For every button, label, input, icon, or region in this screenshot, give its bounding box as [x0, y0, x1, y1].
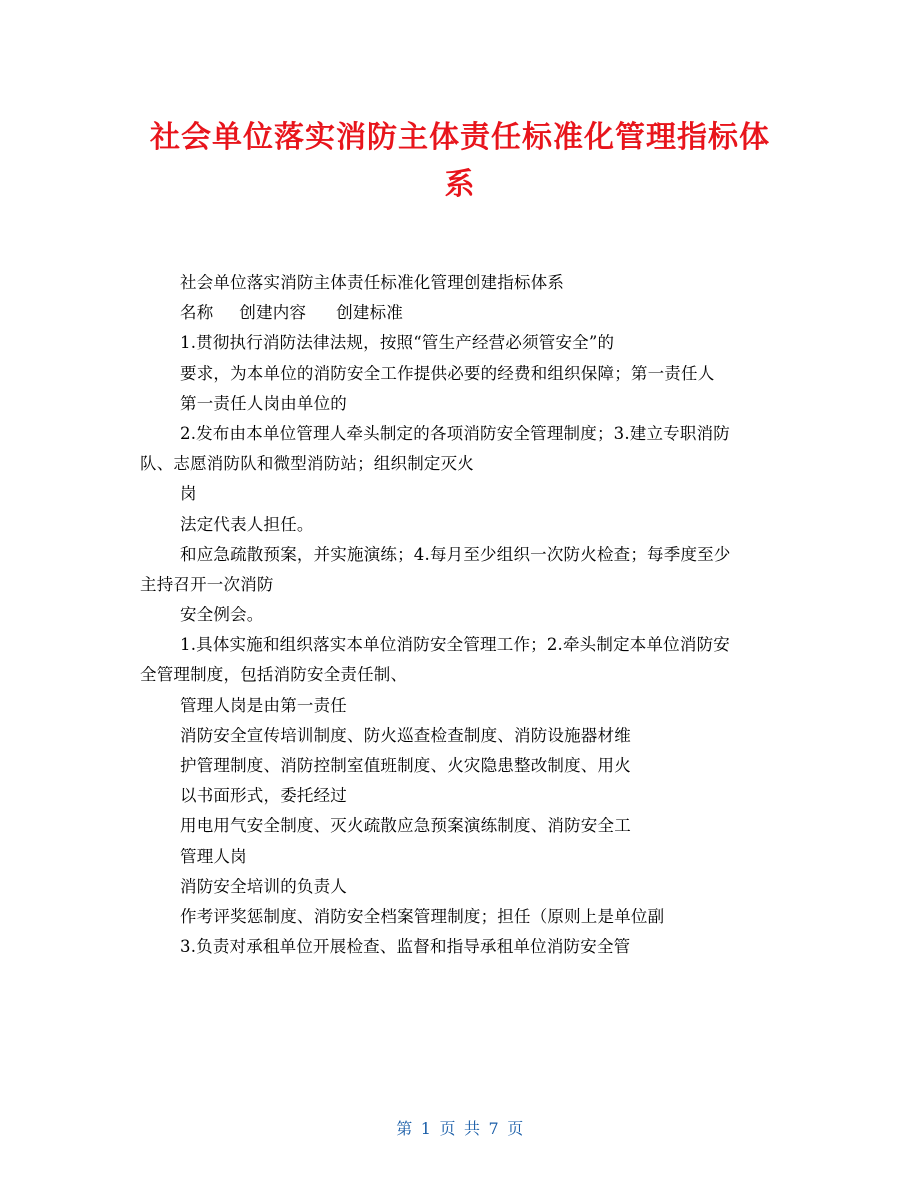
footer-page-number: 1 [420, 1119, 432, 1138]
paragraph-line: 岗 [180, 484, 197, 504]
header-col-content: 创建内容 [239, 303, 307, 323]
page-footer [0, 1116, 920, 1139]
footer-page-word: 页 [439, 1119, 456, 1138]
paragraph-line: 1.具体实施和组织落实本单位消防安全管理工作；2.牵头制定本单位消防安 [180, 635, 730, 655]
title-line-1: 社会单位落实消防主体责任标准化管理指标体 [150, 120, 770, 155]
paragraph-line: 和应急疏散预案，并实施演练；4.每月至少组织一次防火检查；每季度至少 [180, 544, 731, 564]
paragraph-line: 消防安全培训的负责人 [180, 876, 347, 896]
paragraph-line: 主持召开一次消防 [140, 574, 274, 594]
footer-total-prefix: 共 [464, 1119, 481, 1138]
paragraph-line: 管理人岗是由第一责任 [180, 695, 347, 715]
paragraph-line: 队、志愿消防队和微型消防站；组织制定灭火 [140, 454, 474, 474]
paragraph-line: 法定代表人担任。 [180, 514, 314, 534]
paragraph-line: 作考评奖惩制度、消防安全档案管理制度；担任（原则上是单位副 [180, 906, 665, 926]
paragraph-line: 安全例会。 [180, 605, 264, 625]
header-row [140, 298, 790, 328]
paragraph-line: 第一责任人岗由单位的 [180, 393, 347, 413]
paragraph-line: 用电用气安全制度、灭火疏散应急预案演练制度、消防安全工 [180, 816, 631, 836]
document-body [140, 268, 790, 962]
paragraph-line: 消防安全宣传培训制度、防火巡查检查制度、消防设施器材维 [180, 725, 631, 745]
paragraph-line: 1.贯彻执行消防法律法规，按照“管生产经营必须管安全”的 [180, 333, 615, 353]
title-line-2: 系 [444, 167, 476, 202]
document-title [130, 114, 790, 208]
paragraph-line: 管理人岗 [180, 846, 247, 866]
footer-prefix: 第 [396, 1119, 413, 1138]
paragraph-line: 2.发布由本单位管理人牵头制定的各项消防安全管理制度；3.建立专职消防 [180, 423, 730, 443]
header-col-name: 名称 [180, 303, 214, 323]
paragraph-line: 护管理制度、消防控制室值班制度、火灾隐患整改制度、用火 [180, 756, 631, 775]
paragraph-line: 3.负责对承租单位开展检查、监督和指导承租单位消防安全管 [180, 937, 631, 957]
footer-suffix: 页 [507, 1119, 524, 1138]
header-col-standard: 创建标准 [336, 303, 404, 323]
paragraph-line: 社会单位落实消防主体责任标准化管理创建指标体系 [180, 273, 565, 292]
paragraph-line: 以书面形式，委托经过 [180, 786, 347, 806]
paragraph-line: 要求，为本单位的消防安全工作提供必要的经费和组织保障；第一责任人 [180, 363, 715, 383]
footer-total-pages: 7 [488, 1119, 500, 1138]
paragraph-line: 全管理制度，包括消防安全责任制、 [140, 665, 408, 685]
